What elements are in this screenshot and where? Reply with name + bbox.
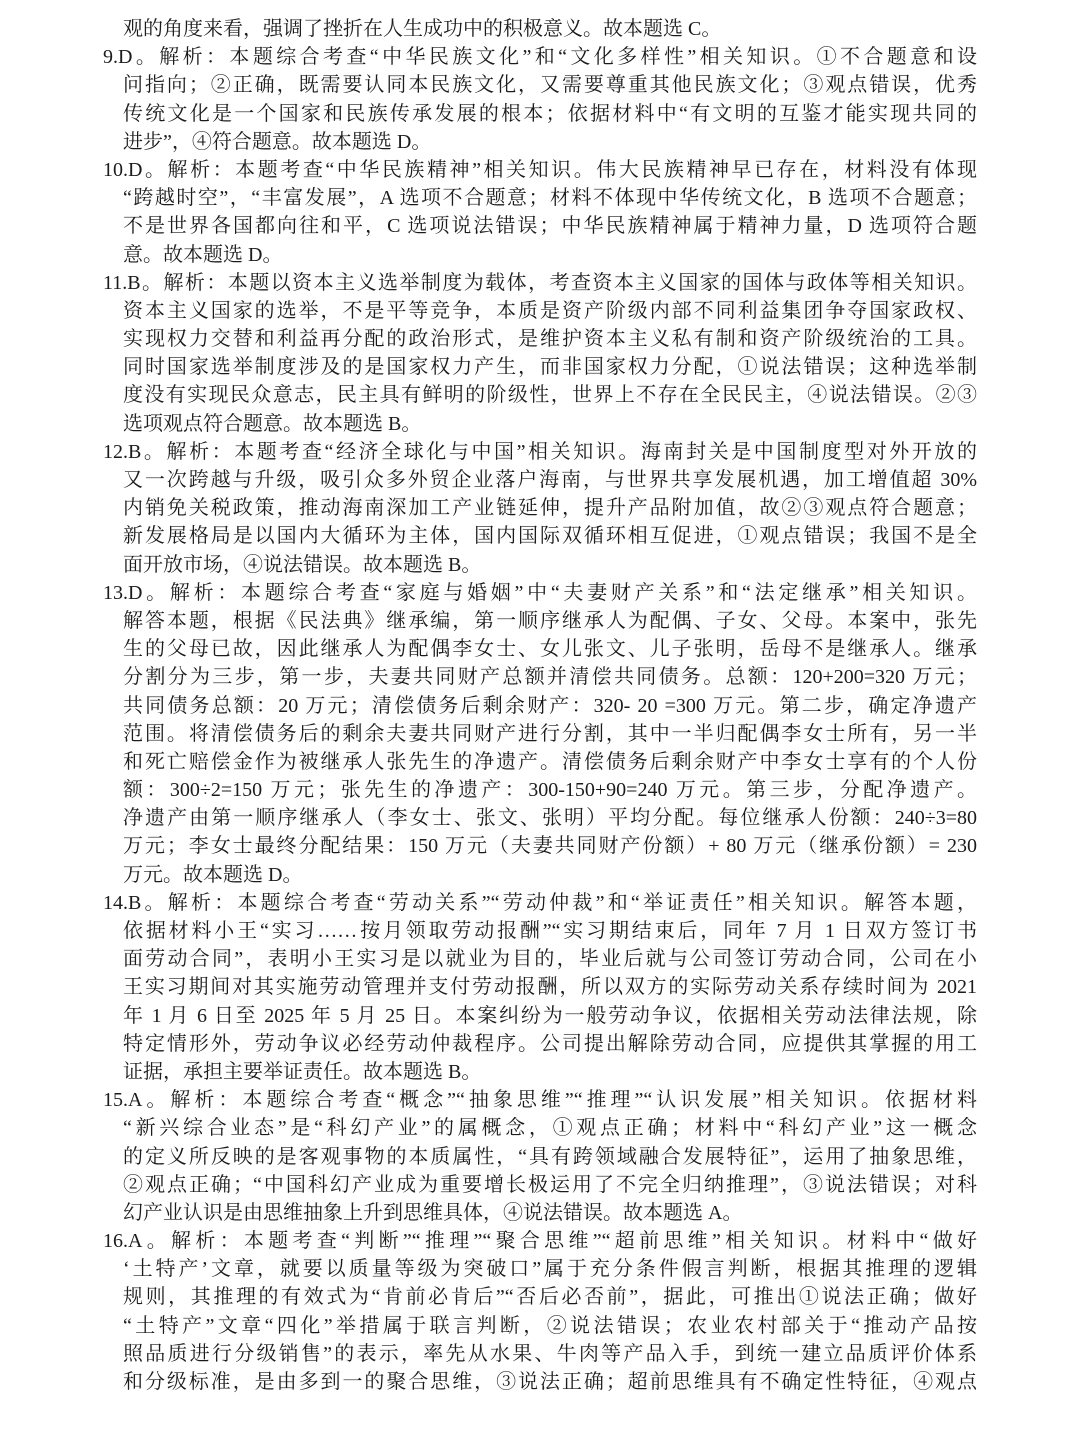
answer-item-12 [103,438,977,579]
text-line: “跨越时空”，“丰富发展”，A 选项不合题意；材料不体现中华传统文化，B 选项不合题意； [123,187,977,210]
text-line: 实现权力交替和利益再分配的政治形式，是维护资本主义私有制和资产阶级统治的工具。 [123,328,977,351]
text-line: 照品质进行分级销售”的表示，率先从水果、牛肉等产品入手，到统一建立品质评价体系 [123,1342,977,1365]
text-line: 万元；李女士最终分配结果：150 万元（夫妻共同财产份额）+ 80 万元（继承份额）= 230 [123,835,977,858]
answer-item-14 [103,889,977,1086]
text-line: 新发展格局是以国内大循环为主体，国内国际双循环相互促进，①观点错误；我国不是全 [123,525,977,548]
text-line: 和分级标准，是由多到一的聚合思维，③说法正确；超前思维具有不确定性特征，④观点 [123,1371,977,1393]
text-line: 不是世界各国都向往和平，C 选项说法错误；中华民族精神属于精神力量，D 选项符合题 [123,215,977,238]
text-line: 的定义所反映的是客观事物的本质属性，“具有跨领域融合发展特征”，运用了抽象思维， [123,1145,977,1168]
text-line: 进步”，④符合题意。故本题选 D。 [123,130,432,153]
text-line: 9.D。解析：本题综合考查“中华民族文化”和“文化多样性”相关知识。①不合题意和设 [103,46,977,69]
answer-item-10 [103,156,977,269]
text-line: 王实习期间对其实施劳动管理并支付劳动报酬，所以双方的实际劳动关系存续时间为 2021 [123,976,977,999]
text-line: 净遗产由第一顺序继承人（李女士、张文、张明）平均分配。每位继承人份额：240÷3=80 [123,807,977,830]
text-line: 内销免关税政策，推动海南深加工产业链延伸，提升产品附加值，故②③观点符合题意； [123,497,977,520]
text-line: ②观点正确；“中国科幻产业成为重要增长极运用了不完全归纳推理”，③说法错误；对科 [123,1173,977,1196]
text-line: “新兴综合业态”是“科幻产业”的属概念，①观点正确；材料中“科幻产业”这一概念 [123,1117,977,1140]
text-line: 解答本题，根据《民法典》继承编，第一顺序继承人为配偶、子女、父母。本案中，张先 [123,609,977,632]
answer-item-16 [103,1227,977,1396]
text-line: 面劳动合同”，表明小王实习是以就业为目的，毕业后就与公司签订劳动合同，公司在小 [123,948,977,971]
answer-item-9 [103,43,977,156]
text-line: 选项观点符合题意。故本题选 B。 [123,412,422,435]
answer-item-15 [103,1086,977,1227]
text-line: 意。故本题选 D。 [123,243,283,266]
text-line: 证据，承担主要举证责任。故本题选 B。 [123,1060,482,1083]
text-line: 12.B。解析：本题考查“经济全球化与中国”相关知识。海南封关是中国制度型对外开放的 [103,440,977,463]
text-line: 资本主义国家的选举，不是平等竞争，本质是资产阶级内部不同利益集团争夺国家政权、 [123,299,977,322]
text-line: “土特产”文章“四化”举措属于联言判断，②说法错误；农业农村部关于“推动产品按 [123,1314,977,1337]
answer-item-8-continuation [103,15,977,43]
text-line: 16.A。解析：本题考查“判断”“推理”“聚合思维”“超前思维”相关知识。材料中“做好 [103,1230,977,1253]
text-line: 分割分为三步，第一步，夫妻共同财产总额并清偿共同债务。总额：120+200=320 万元； [123,666,977,689]
text-line: 10.D。解析：本题考查“中华民族精神”相关知识。伟大民族精神早已存在，材料没有体现 [103,158,977,181]
text-line: 规则，其推理的有效式为“肯前必肯后”“否后必否前”，据此，可推出①说法正确；做好 [123,1286,977,1309]
text-line: 生的父母已故，因此继承人为配偶李女士、女儿张文、儿子张明，岳母不是继承人。继承 [123,638,977,661]
text-line: 幻产业认识是由思维抽象上升到思维具体，④说法错误。故本题选 A。 [123,1201,743,1224]
text-line: 13.D。解析：本题综合考查“家庭与婚姻”中“夫妻财产关系”和“法定继承”相关知识。 [103,581,977,604]
text-line: 11.B。解析：本题以资本主义选举制度为载体，考查资本主义国家的国体与政体等相关知识。 [103,271,977,294]
text-line: 14.B。解析：本题综合考查“劳动关系”“劳动仲裁”和“举证责任”相关知识。解答本题， [103,891,977,914]
text-line: 依据材料小王“实习……按月领取劳动报酬”“实习期结束后，同年 7 月 1 日双方签订书 [123,920,977,942]
answer-item-11 [103,269,977,438]
answer-item-13 [103,579,977,889]
text-line: 观的角度来看，强调了挫折在人生成功中的积极意义。故本题选 C。 [123,18,722,40]
text-line: 额：300÷2=150 万元；张先生的净遗产：300-150+90=240 万元。第三步，分配净遗产。 [123,779,977,802]
text-line: 万元。故本题选 D。 [123,863,303,886]
text-line: 15.A。解析：本题综合考查“概念”“抽象思维”“推理”“认识发展”相关知识。依据材料 [103,1089,977,1112]
text-line: 问指向；②正确，既需要认同本民族文化，又需要尊重其他民族文化；③观点错误，优秀 [123,74,977,97]
text-line: ‘土特产’文章，就要以质量等级为突破口”属于充分条件假言判断，根据其推理的逻辑 [123,1258,977,1281]
text-line: 特定情形外，劳动争议必经劳动仲裁程序。公司提出解除劳动合同，应提供其掌握的用工 [123,1032,977,1055]
text-line: 度没有实现民众意志，民主具有鲜明的阶级性，世界上不存在全民民主，④说法错误。②③ [123,384,977,407]
text-line: 年 1 月 6 日至 2025 年 5 月 25 日。本案纠纷为一般劳动争议，依据相关劳动法律法规，除 [123,1004,977,1027]
text-line: 又一次跨越与升级，吸引众多外贸企业落户海南，与世界共享发展机遇，加工增值超 30% [123,469,977,491]
text-line: 共同债务总额：20 万元；清偿债务后剩余财产：320- 20 =300 万元。第二步，确定净遗产 [123,694,977,717]
text-line: 范围。将清偿债务后的剩余夫妻共同财产进行分割，其中一半归配偶李女士所有，另一半 [123,722,977,745]
text-line: 传统文化是一个国家和民族传承发展的根本；依据材料中“有文明的互鉴才能实现共同的 [123,102,977,125]
text-line: 和死亡赔偿金作为被继承人张先生的净遗产。清偿债务后剩余财产中李女士享有的个人份 [123,750,977,773]
text-line: 同时国家选举制度涉及的是国家权力产生，而非国家权力分配，①说法错误；这种选举制 [123,356,977,379]
text-line: 面开放市场，④说法错误。故本题选 B。 [123,553,482,576]
